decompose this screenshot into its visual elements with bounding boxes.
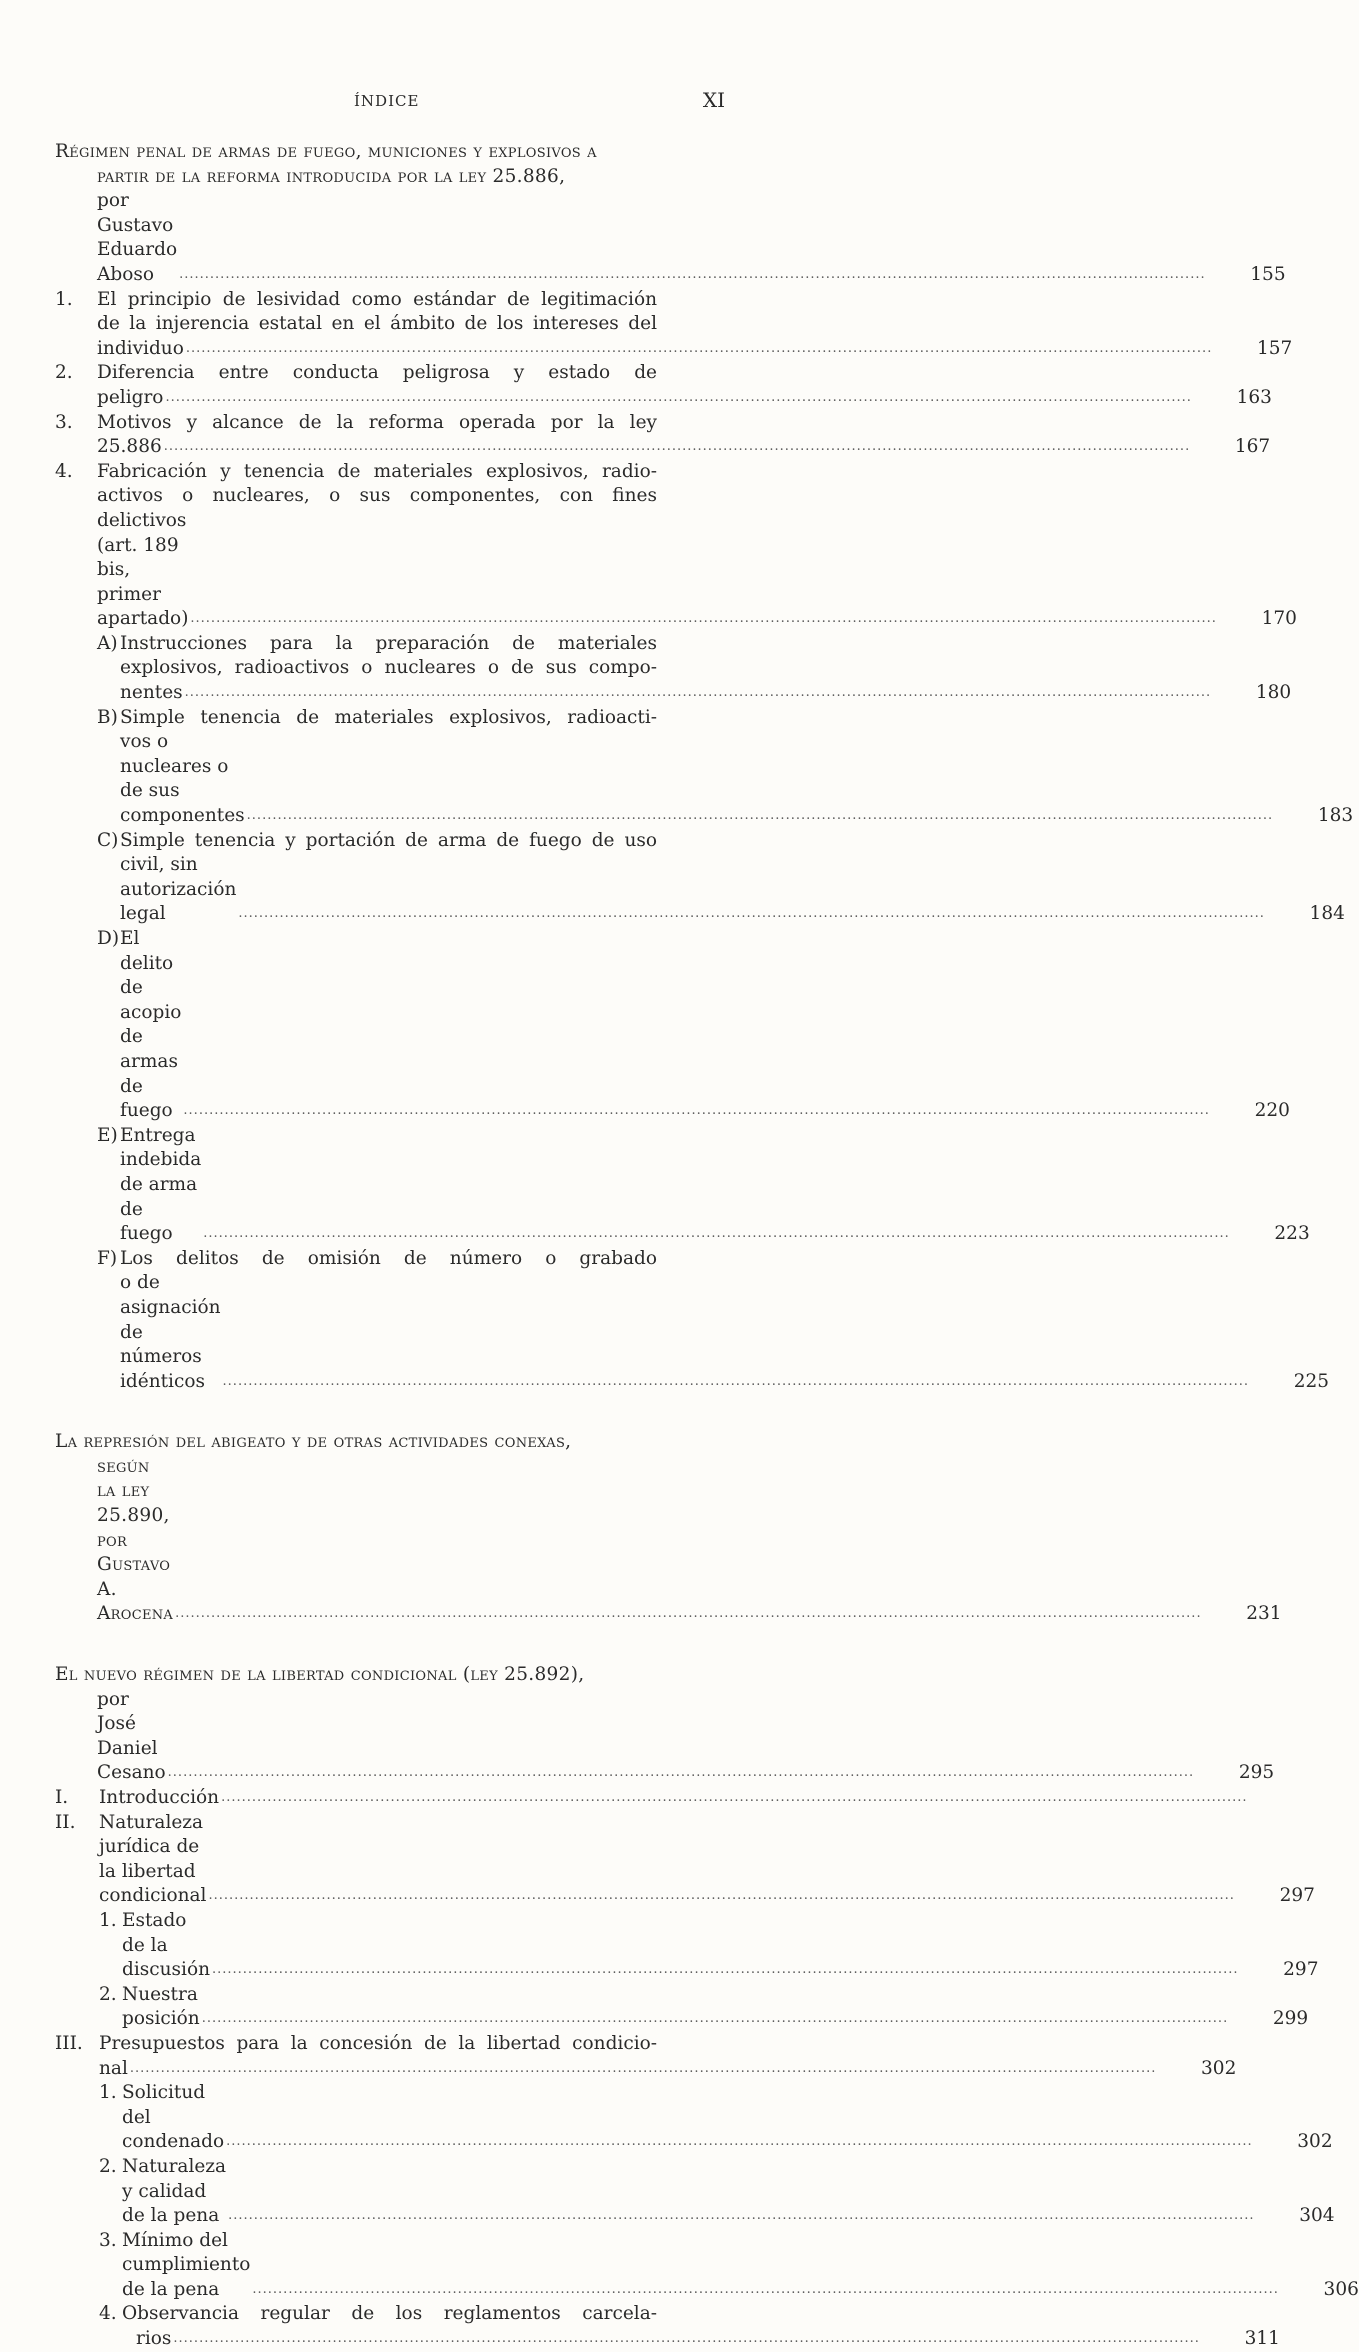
toc-subentry[interactable]: E) Entrega indebida de arma de fuego ..... 223 (0, 1124, 845, 1247)
page-number: 183 (1317, 805, 1354, 827)
toc-entry[interactable]: I. Introducción ..... (0, 1786, 824, 1811)
toc-subentry[interactable]: 2. Naturaleza y calidad de la pena ..... 304 (0, 2155, 847, 2229)
toc-entry[interactable]: II. Naturaleza jurídica de la libertad condicional ..... 297 (0, 1811, 824, 1909)
page-header (0, 90, 840, 116)
toc-subentry[interactable]: 4. Observancia regular de los reglamentos carcela- (99, 2303, 657, 2325)
toc-line[interactable]: vos o nucleares o de sus componentes ..... 183 (0, 730, 845, 828)
toc-section-libertad-condicional (0, 1663, 1359, 2352)
toc-subentry[interactable]: 3. Mínimo del cumplimiento de la pena ..... 306 (0, 2229, 847, 2303)
page-number: 297 (1283, 1959, 1319, 1981)
toc-line[interactable]: nentes ..... 180 (0, 681, 845, 706)
toc-subentry[interactable]: 1. Estado de la discusión ..... 297 (0, 1909, 847, 1983)
toc-subentry[interactable]: 2. Nuestra posición ..... 299 (0, 1983, 847, 2032)
page-number: 170 (1261, 608, 1297, 630)
toc-line[interactable]: civil, sin autorización legal ..... 184 (0, 853, 845, 927)
toc-section-abigeato (0, 1430, 1282, 1627)
header-title: ÍNDICE (354, 92, 420, 110)
page-number: 155 (1250, 263, 1286, 285)
toc-section-armas (0, 140, 1354, 1394)
toc-section-title[interactable]: El nuevo régimen de la libertad condicional (ley 25.892), (55, 1664, 585, 1686)
toc-entry[interactable]: III. Presupuestos para la concesión de la libertad condicio- (55, 2032, 657, 2054)
toc-line[interactable]: por Gustavo Eduardo Aboso ..... 155 (0, 189, 822, 287)
toc-section-title: Régimen penal de armas de fuego, municiones y explosivos a (55, 141, 597, 162)
page-number: 231 (1246, 1603, 1282, 1625)
toc-subentry[interactable]: 1. Solicitud del condenado ..... 302 (0, 2081, 847, 2155)
toc-line[interactable]: o de asignación de números idénticos ..... 225 (0, 1271, 845, 1394)
page-number: 220 (1254, 1100, 1290, 1122)
toc-entry-cont: activos o nucleares, o sus componentes, con fines (97, 485, 657, 507)
toc-section-title[interactable]: La represión del abigeato y de otras actividades conexas, (55, 1431, 572, 1453)
page-number: 297 (1279, 1885, 1315, 1907)
toc-line[interactable]: delictivos (art. 189 bis, primer apartado) ..... 170 (0, 509, 822, 632)
toc-entry-cont: de la injerencia estatal en el ámbito de los intereses del (97, 313, 657, 335)
page-number: 295 (1238, 1762, 1275, 1784)
page-number: 157 (1257, 337, 1293, 359)
toc-line[interactable]: nal ..... 302 (0, 2057, 824, 2082)
toc-line[interactable]: individuo ..... 157 (0, 337, 822, 362)
toc-section-title-cont: partir de la reforma introducida por la ley 25.886, (97, 165, 566, 187)
table-of-contents (0, 140, 1359, 2352)
page-number: 225 (1293, 1370, 1330, 1392)
toc-entry[interactable]: 3. Motivos y alcance de la reforma operada por la ley (55, 411, 657, 433)
page-number: 311 (1244, 2328, 1280, 2350)
toc-line[interactable]: según la ley 25.890, por Gustavo A. Arocena ..... 231 (0, 1455, 822, 1627)
page-number: 167 (1234, 436, 1271, 458)
toc-line[interactable]: por José Daniel Cesano ..... 295 (0, 1688, 822, 1786)
toc-entry[interactable]: 2. Diferencia entre conducta peligrosa y estado de (55, 362, 657, 384)
toc-subentry[interactable]: F) Los delitos de omisión de número o grabado (97, 1247, 657, 1269)
toc-line[interactable]: rios ..... 311 (0, 2327, 861, 2352)
page-number: 180 (1255, 682, 1292, 704)
page-number: 304 (1299, 2205, 1335, 2227)
page-number: 163 (1236, 386, 1272, 408)
toc-entry[interactable]: 1. El principio de lesividad como estándar de legitimación (55, 288, 657, 310)
toc-subentry[interactable]: D) El delito de acopio de armas de fuego ..... 220 (0, 927, 845, 1124)
toc-subentry[interactable]: B) Simple tenencia de materiales explosivos, radioacti- (97, 706, 657, 728)
header-page-number: XI (702, 88, 725, 112)
toc-subentry[interactable]: A) Instrucciones para la preparación de materiales (97, 632, 657, 654)
toc-subentry-cont: explosivos, radioactivos o nucleares o de sus compo- (120, 657, 657, 679)
toc-line[interactable]: 25.886 ..... 167 (0, 435, 822, 460)
toc-entry[interactable]: 4. Fabricación y tenencia de materiales explosivos, radio- (55, 460, 657, 482)
page-number: 302 (1201, 2057, 1237, 2079)
page-number: 184 (1309, 903, 1345, 925)
page-number: 302 (1297, 2131, 1333, 2153)
page-number: 223 (1274, 1223, 1310, 1245)
page-number: 306 (1323, 2278, 1359, 2300)
toc-line[interactable]: peligro ..... 163 (0, 386, 822, 411)
toc-subentry[interactable]: C) Simple tenencia y portación de arma de fuego de uso (97, 829, 657, 851)
page-number: 299 (1272, 2008, 1309, 2030)
